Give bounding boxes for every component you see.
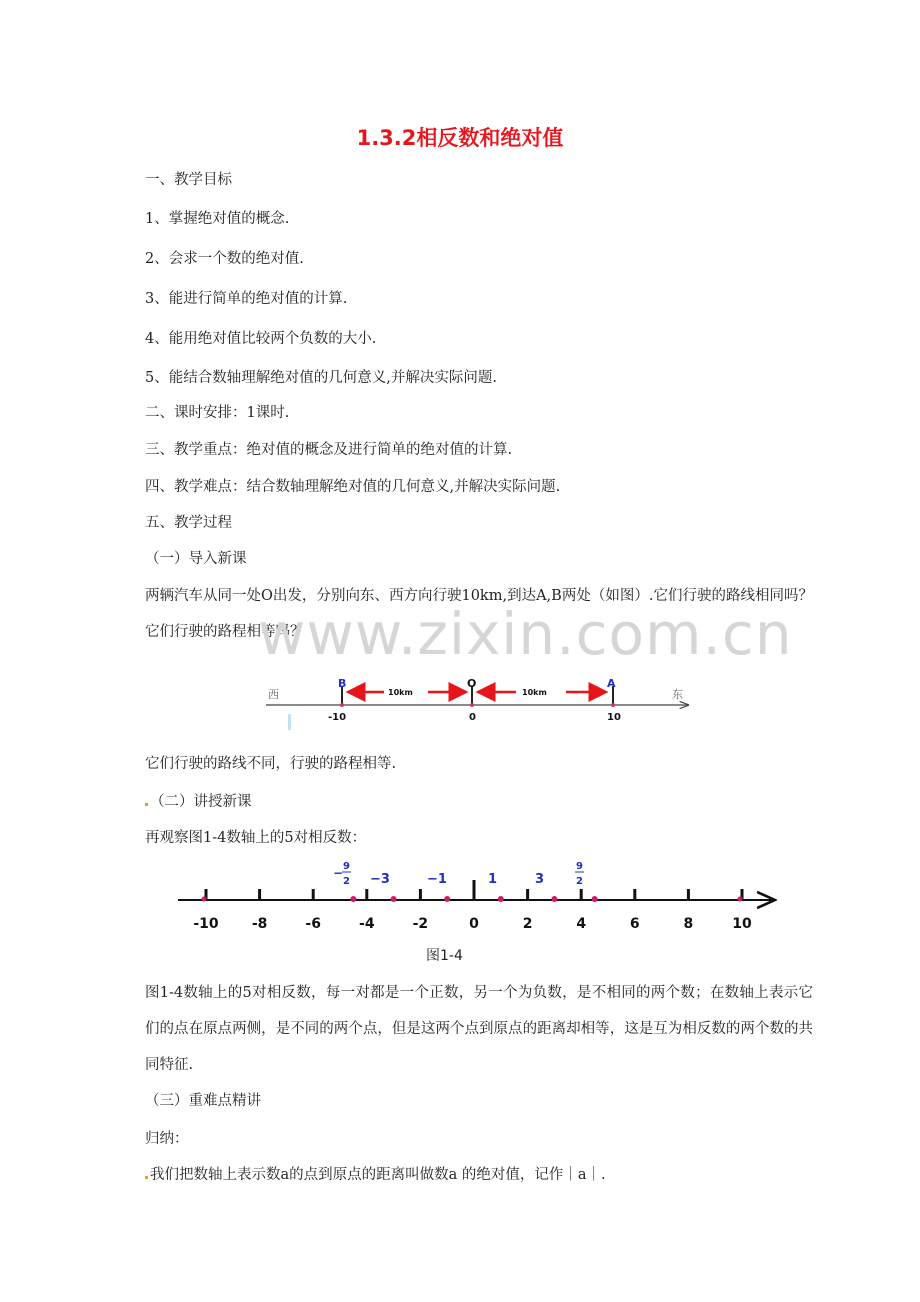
label-3: 3 [535, 872, 545, 887]
tick-label: 4 [576, 916, 587, 932]
tick-label: -10 [193, 916, 219, 932]
opposite-numbers-diagram [170, 858, 790, 938]
tick-label-10: 10 [607, 712, 621, 723]
observe-line: 再观察图1-4数轴上的5对相反数： [145, 830, 367, 846]
distance-right: 10km [522, 688, 547, 697]
point-dot [202, 897, 207, 902]
east-label: 东 [672, 688, 683, 701]
key-points-line: 三、教学重点：绝对值的概念及进行简单的绝对值的计算. [145, 442, 513, 458]
tick-label: 8 [683, 916, 694, 932]
schedule-line: 二、课时安排：1课时. [145, 405, 290, 421]
goal-1: 1、掌握绝对值的概念. [145, 211, 290, 227]
intro-paragraph: 两辆汽车从同一处O出发，分别向东、西方向行驶10km,到达A,B两处（如图）.它们行驶的路线相同吗？它们行驶的路程相等吗？ [145, 588, 813, 640]
point-dot [592, 896, 598, 902]
frac-neg-numerator: 9 [343, 861, 350, 872]
analysis-paragraph: 图1-4数轴上的5对相反数，每一对都是一个正数，另一个为负数，是不相同的两个数；在数轴上表示它们的点在原点两侧，是不同的两个点，但是这两个点到原点的距离却相等，这是互为相反数的两个数的共同特征. [145, 985, 813, 1073]
distance-left: 10km [388, 688, 413, 697]
section-goals-heading: 一、教学目标 [145, 172, 232, 188]
frac-pos-denominator: 2 [576, 876, 583, 887]
point-o [470, 703, 474, 707]
label-neg1: −1 [427, 872, 447, 887]
neg-sign: − [333, 866, 344, 880]
goal-3: 3、能进行简单的绝对值的计算. [145, 291, 348, 307]
goal-4: 4、能用绝对值比较两个负数的大小. [145, 331, 377, 347]
marker-dot [145, 1176, 148, 1179]
west-label: 西 [268, 688, 279, 701]
tick-label: -6 [305, 916, 321, 932]
figure-caption: 图1-4 [426, 948, 463, 964]
tick-label: 10 [732, 916, 752, 932]
tick-label-neg10: -10 [328, 712, 347, 723]
label-neg3: −3 [370, 872, 390, 887]
label-a: A [607, 677, 616, 690]
label-o: O [467, 677, 477, 690]
watermark: www.zixin.com.cn [258, 600, 793, 668]
point-dot [350, 896, 356, 902]
intro-answer: 它们行驶的路线不同，行驶的路程相等. [145, 756, 397, 772]
summary-label: 归纳： [145, 1131, 189, 1147]
intro-heading: （一）导入新课 [145, 551, 247, 567]
page-title: 1.3.2相反数和绝对值 [356, 126, 564, 150]
frac-neg-denominator: 2 [343, 876, 350, 887]
definition-line [145, 1165, 606, 1185]
point-dot [391, 896, 397, 902]
tick-label: 0 [469, 916, 479, 932]
goal-2: 2、会求一个数的绝对值. [145, 251, 304, 267]
definition-text: 我们把数轴上表示数a的点到原点的距离叫做数a 的绝对值，记作｜a｜. [150, 1167, 606, 1183]
new-lesson-heading-text: （二）讲授新课 [150, 794, 252, 810]
east-west-diagram [260, 672, 700, 732]
tick-label: 6 [629, 916, 640, 932]
point-b [340, 703, 344, 707]
point-a [611, 703, 615, 707]
new-lesson-heading [145, 792, 252, 812]
frac-pos-numerator: 9 [576, 861, 583, 872]
tick-label: -8 [251, 916, 268, 932]
process-heading: 五、教学过程 [145, 515, 232, 531]
tick-label: -2 [412, 916, 429, 932]
point-dot [738, 897, 743, 902]
cursor-mark [288, 714, 291, 730]
goal-5: 5、能结合数轴理解绝对值的几何意义,并解决实际问题. [145, 370, 497, 386]
tick-label: 2 [522, 916, 533, 932]
tick-label-0: 0 [469, 712, 476, 723]
point-dot [498, 896, 504, 902]
label-b: B [338, 677, 347, 690]
key-heading: （三）重难点精讲 [145, 1093, 261, 1109]
label-1: 1 [488, 872, 498, 887]
point-dot [551, 896, 557, 902]
tick-label: -4 [359, 916, 375, 932]
point-dot [444, 896, 450, 902]
difficulty-line: 四、教学难点：结合数轴理解绝对值的几何意义,并解决实际问题. [145, 479, 561, 495]
marker-dot [145, 803, 148, 806]
